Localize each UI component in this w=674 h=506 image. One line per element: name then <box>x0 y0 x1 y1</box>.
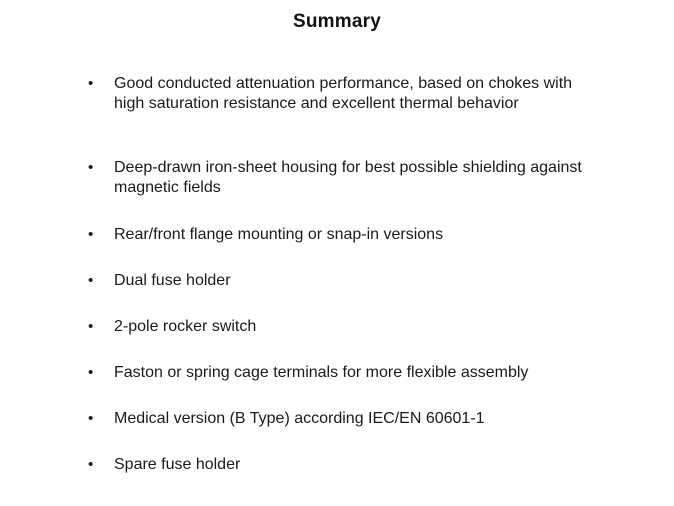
bullet-text: 2-pole rocker switch <box>114 318 257 335</box>
bullet-dot-icon: • <box>88 318 94 335</box>
slide-title: Summary <box>293 11 381 32</box>
bullet-text: Spare fuse holder <box>114 456 241 473</box>
bullet-text: Medical version (B Type) according IEC/EN 60601-1 <box>114 410 485 427</box>
bullet-text: Deep-drawn iron-sheet housing for best possible shielding against magnetic fields <box>114 159 582 196</box>
bullet-dot-icon: • <box>88 272 94 289</box>
bullet-text: Dual fuse holder <box>114 272 231 289</box>
bullet-dot-icon: • <box>88 456 94 473</box>
bullet-text: Good conducted attenuation performance, based on chokes with high saturation resistance and excellent thermal behavior <box>114 75 573 112</box>
bullet-dot-icon: • <box>88 159 94 176</box>
bullet-dot-icon: • <box>88 410 94 427</box>
bullet-dot-icon: • <box>88 75 94 92</box>
bullet-text: Faston or spring cage terminals for more flexible assembly <box>114 364 529 381</box>
bullet-text: Rear/front flange mounting or snap-in versions <box>114 226 444 243</box>
bullet-dot-icon: • <box>88 364 94 381</box>
bullet-dot-icon: • <box>88 226 94 243</box>
